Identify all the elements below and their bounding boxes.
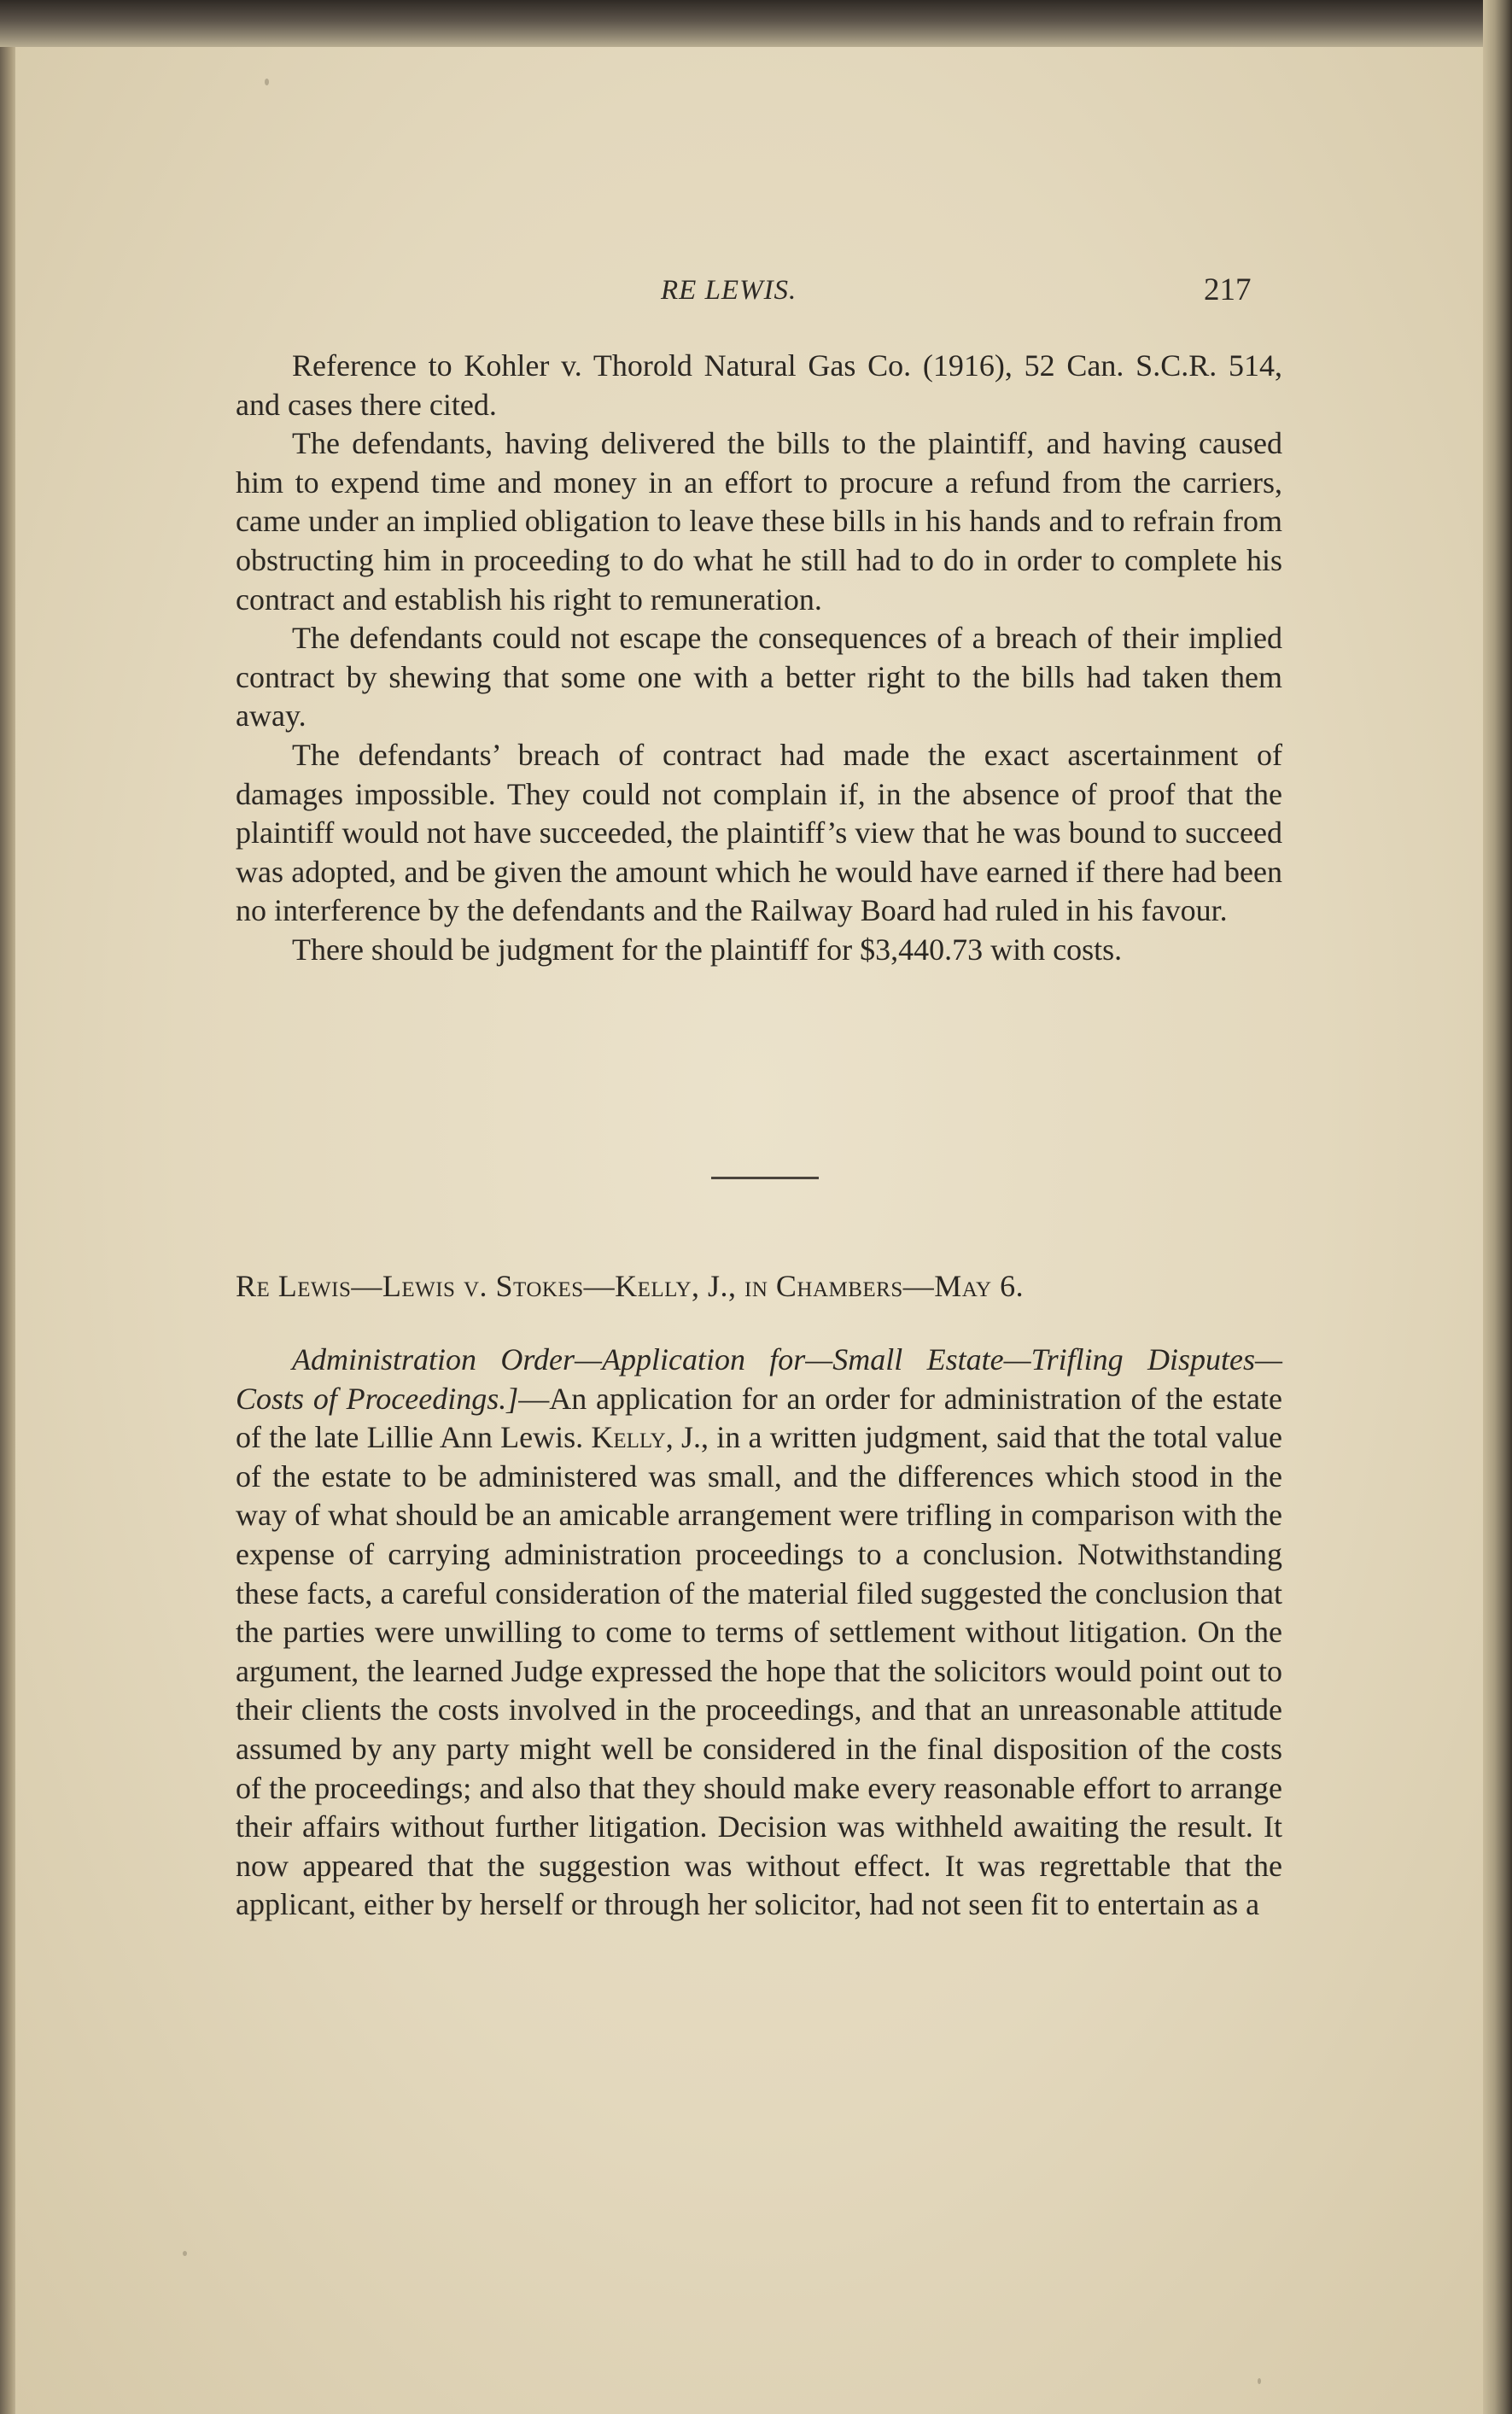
paragraph-text: There should be judgment for the plaintiff for $3,440.73 with costs. — [292, 932, 1123, 967]
running-title: RE LEWIS. — [661, 275, 797, 306]
headnote: Administration Order—Application for—Small Estate—Trifling Disputes—Costs of Proceedings.] — [236, 1342, 1282, 1416]
section-divider-rule — [711, 1177, 819, 1179]
case-heading: Re Lewis—Lewis v. Stokes—Kelly, J., in Chambers—May 6. — [236, 1269, 1025, 1303]
paper-speck — [265, 79, 269, 85]
running-header — [15, 272, 1486, 314]
page-number: 217 — [1204, 272, 1252, 307]
paragraph: The defendants, having delivered the bills to the plaintiff, and having caused him to expend time and money in an effort to procure a refund from the carriers, came under an implied obligation to leave these bills in his hands and to refrain from obstructing him in proceeding to do what he still had to do in order to complete his contract and establish his right to remuneration. — [236, 426, 1282, 617]
case-text: —An application for an order for administration of the estate of the late Lillie Ann Lewis. — [236, 1381, 1283, 1455]
paragraph: The defendants’ breach of contract had made the exact ascertainment of damages impossible. They could not complain if, in the absence of proof that the plaintiff would not have succeeded, the plaintiff’s view that he was bound to succeed was adopted, and be given the amount which he would have earned if there had been no interference by the defendants and the Railway Board had ruled in his favour. — [236, 737, 1282, 928]
paper-speck — [1258, 2378, 1261, 2384]
book-fore-edge — [1483, 0, 1512, 2414]
paper-sheet — [15, 34, 1486, 2414]
paper-speck — [183, 2251, 187, 2256]
case-report — [236, 1341, 1282, 1925]
paragraph: Reference to Kohler v. Thorold Natural Gas Co. (1916), 52 Can. S.C.R. 514, and cases there cited. — [236, 348, 1282, 422]
book-top-edge — [0, 0, 1512, 47]
case-paragraph — [236, 1341, 1282, 1925]
paragraph: The defendants could not escape the consequences of a breach of their implied contract by shewing that some one with a better right to the bills had taken them away. — [236, 621, 1282, 734]
judgment-continuation — [236, 347, 1282, 970]
paragraph — [236, 931, 1282, 970]
case-text-continued: , J., in a written judgment, said that the total value of the estate to be administered was small, and the differences which stood in the way of what should be an amicable arrangement were trifling in comparison with the expense of carrying administration proceedings to a conclusion. Notwithstanding these facts, a careful consideration of the material filed suggested the conclusion that the parties were unwilling to come to terms of settlement without litigation. On the argument, the learned Judge expressed the hope that the solicitors would point out to their clients the costs involved in the proceedings, and that an unreasonable attitude assumed by any party might well be considered in the final disposition of the costs of the proceedings; and also that they should make every reasonable effort to arrange their affairs without further litigation. Decision was withheld awaiting the result. It now appeared that the suggestion was without effect. It was regrettable that the applicant, either by herself or through her solicitor, had not seen fit to entertain as a — [236, 1420, 1282, 1922]
judge-name: Kelly — [591, 1420, 666, 1455]
